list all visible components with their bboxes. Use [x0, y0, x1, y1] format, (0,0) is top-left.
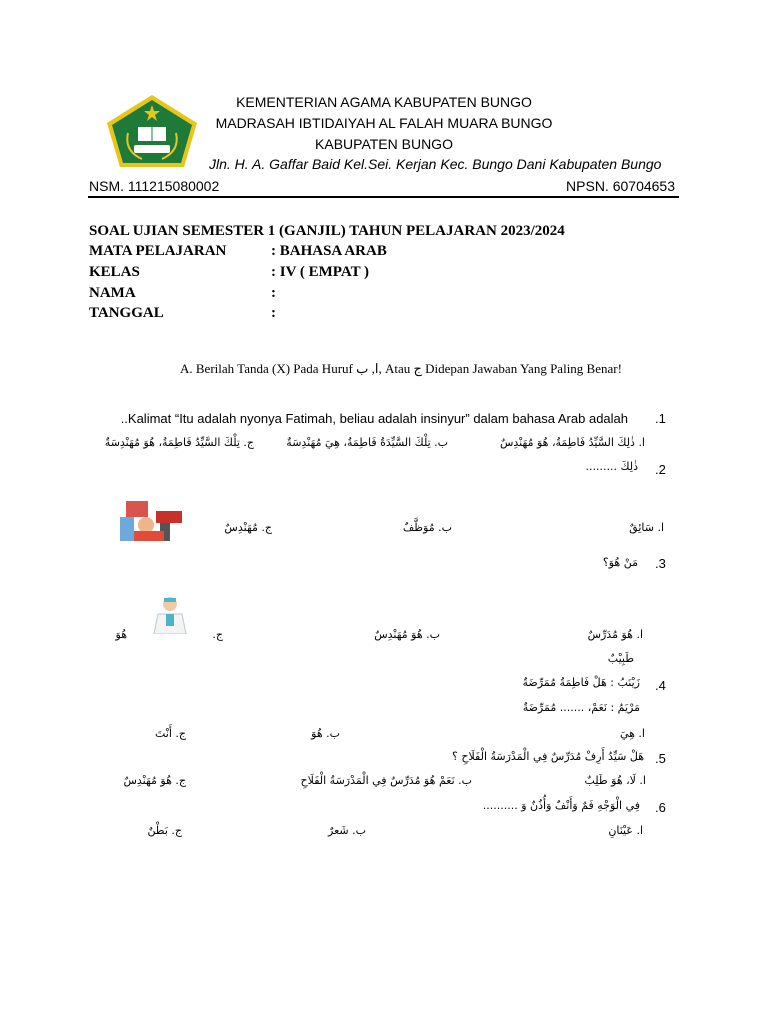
header-line-1: KEMENTERIAN AGAMA KABUPATEN BUNGO [236, 94, 532, 110]
npsn-number: NPSN. 60704653 [566, 178, 675, 194]
q2-text: ذٰلِكَ ......... [585, 460, 638, 473]
field-value-class: : IV ( EMPAT ) [271, 264, 370, 280]
field-label-name: NAMA [89, 285, 136, 301]
q3-option-b: ب. هُوَ مُهَنْدِسٌ [374, 628, 440, 641]
exam-title: SOAL UJIAN SEMESTER 1 (GANJIL) TAHUN PELAJARAN 2023/2024 [89, 223, 565, 239]
q2-number: .2 [655, 462, 666, 477]
field-label-subject: MATA PELAJARAN [89, 243, 227, 259]
q4-option-a: ا. هِيَ [619, 727, 645, 740]
header-line-3: KABUPATEN BUNGO [315, 136, 453, 152]
field-value-subject: : BAHASA ARAB [271, 243, 387, 259]
q6-option-a: ا. عَيْنَانِ [608, 824, 643, 837]
q3-option-a: ا. هُوَ مُدَرِّسٌ [587, 628, 643, 641]
q6-text: فِي الْوَجْهِ فَمٌ وَأَنْفٌ وَأُذُنٌ وَ .......... [482, 799, 640, 812]
q2-option-c: ج. مُهَنْدِسٌ [224, 521, 272, 534]
q4-option-c: ج. أَنْتَ [154, 727, 186, 740]
field-value-date: : [271, 305, 276, 321]
q1-number: .1 [655, 411, 666, 426]
q5-option-c: ج. هُوَ مُهَنْدِسٌ [123, 774, 186, 787]
q2-option-a: ا. سَائِقٌ [629, 521, 664, 534]
header-line-2: MADRASAH IBTIDAIYAH AL FALAH MUARA BUNGO [215, 115, 553, 131]
field-label-class: KELAS [89, 264, 140, 280]
q3-option-c-prefix: ج. [212, 628, 223, 641]
q5-option-b: ب. نَعَمْ هُوَ مُدَرِّسٌ فِي الْمَدْرَسَةُ الْفَلَاحِ [300, 774, 472, 787]
field-label-date: TANGGAL [89, 305, 164, 321]
q6-option-c: ج. بَطْنٌ [147, 824, 182, 837]
q2-office-worker-picture [116, 497, 184, 541]
q2-option-b: ب. مُوَظَّفٌ [402, 521, 452, 534]
q4-line-1: زَيْنَبُ : هَلْ فَاطِمَةُ مُمَرِّضَةٌ [522, 676, 640, 689]
q4-number: .4 [655, 678, 666, 693]
q1-option-a: ا. ذٰلِكَ السَّيِّدُ فَاطِمَةُ، هُوَ مُهَنْدِسٌ [499, 436, 645, 449]
field-value-name: : [271, 285, 276, 301]
q3-option-c-word: هُوَ [115, 628, 127, 641]
q1-text: ..Kalimat “Itu adalah nyonya Fatimah, beliau adalah insinyur” dalam bahasa Arab adalah [120, 411, 628, 426]
q4-option-b: ب. هُوَ [311, 727, 340, 740]
q1-option-c: ج. تِلْكَ السَّيِّدُ فَاطِمَةُ، هُوَ مُهَنْدِسَةٌ [104, 436, 254, 449]
q3-number: .3 [655, 556, 666, 571]
q5-text: هَلْ سَيِّدُ أَرِفْ مُدَرِّسٌ فِي الْمَدْرَسَةُ الْفَلَاحِ ؟ [452, 750, 644, 763]
section-a-instruction: A. Berilah Tanda (X) Pada Huruf ا, ب, Atau ج Didepan Jawaban Yang Paling Benar! [180, 361, 622, 376]
q6-number: .6 [655, 800, 666, 815]
q3-doctor-picture [144, 596, 196, 634]
q1-option-b: ب. تِلْكَ السَّيِّدَةُ فَاطِمَةُ، هِيَ مُهَنْدِسَةٌ [286, 436, 448, 449]
nsm-number: NSM. 111215080002 [89, 178, 220, 194]
q5-number: .5 [655, 751, 666, 766]
q3-text: مَنْ هُوَ؟ [602, 556, 638, 569]
q3-option-c-continued: طَبِيْبٌ [607, 652, 634, 665]
q6-option-b: ب. شَعرٌ [328, 824, 366, 837]
header-divider [88, 196, 679, 198]
q4-line-2: مَرْيَمُ : نَعَمْ، ....... مُمَرِّضَةٌ [522, 701, 640, 714]
q5-option-a: ا. لَا، هُوَ طَلِبٌ [584, 774, 646, 787]
header-address: Jln. H. A. Gaffar Baid Kel.Sei. Kerjan Kec. Bungo Dani Kabupaten Bungo [209, 156, 662, 172]
